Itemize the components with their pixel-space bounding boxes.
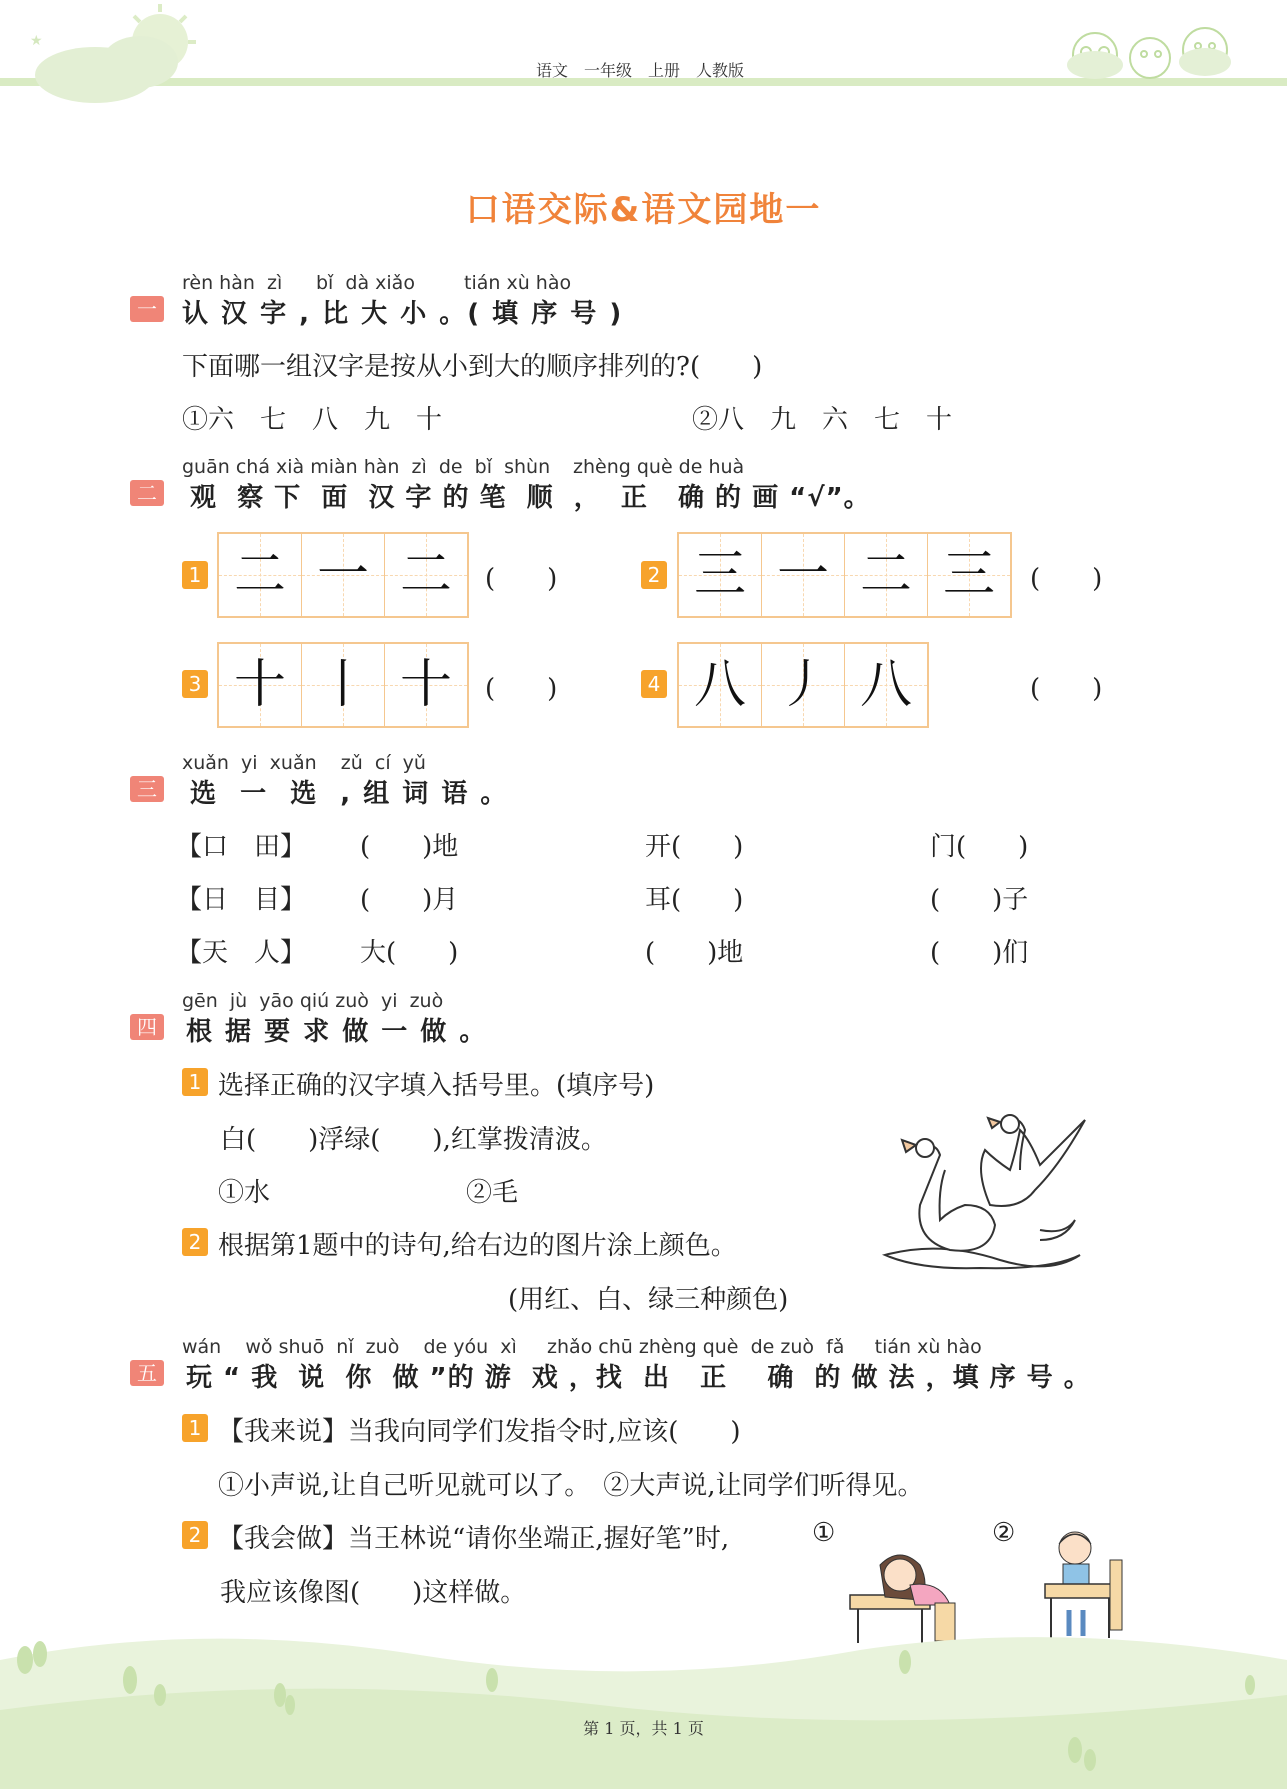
section-4-heading: 根 据 要 求 做 一 做 。 bbox=[186, 1017, 488, 1047]
stroke-item-2-number: 2 bbox=[641, 561, 667, 589]
s1-pinyin-3: tián xù hào bbox=[464, 272, 572, 294]
s1-pinyin-2: bǐ dà xiǎo bbox=[316, 272, 415, 294]
s3-row-1-group: 【口 田】 bbox=[176, 832, 307, 862]
grid-cell: 二 bbox=[845, 534, 928, 616]
grid-cell: 一 bbox=[762, 534, 845, 616]
grid-cell: 八 bbox=[679, 644, 762, 726]
s4-poem[interactable]: 白( )浮绿( ),红掌拨清波。 bbox=[220, 1125, 607, 1155]
answer-blank[interactable]: ( ) bbox=[1030, 674, 1103, 704]
section-5-heading: 玩 “ 我 说 你 做 ”的 游 戏 ，找 出 正 确 的 做 法 ，填 序 号 。 bbox=[186, 1363, 1091, 1393]
header-text: 语文 一年级 上册 人教版 bbox=[535, 61, 744, 80]
page-footer: 第 1 页，共 1 页 bbox=[583, 1719, 704, 1738]
section-4-badge: 四 bbox=[130, 1014, 164, 1040]
grid-cell: 十 bbox=[385, 644, 467, 726]
svg-text:★: ★ bbox=[30, 33, 43, 49]
grid-cell: 三 bbox=[928, 534, 1010, 616]
s4-q2-note: (用红、白、绿三种颜色) bbox=[508, 1285, 789, 1315]
s1-question: 下面哪一组汉字是按从小到大的顺序排列的?( ) bbox=[182, 352, 763, 382]
s5-q2-number: 2 bbox=[182, 1521, 208, 1549]
answer-blank[interactable]: ( ) bbox=[485, 564, 558, 594]
s3-row-3-blank-1[interactable]: 大( ) bbox=[360, 938, 459, 968]
section-5-badge: 五 bbox=[130, 1360, 164, 1386]
s1-option-1: ①六 七 八 九 十 bbox=[182, 405, 443, 435]
s4-q2-text: 根据第1题中的诗句,给右边的图片涂上颜色。 bbox=[218, 1231, 737, 1261]
grid-cell: 丨 bbox=[302, 644, 385, 726]
page-title: 口语交际&语文园地一 bbox=[465, 190, 822, 230]
section-1-heading: 认 汉 字 , 比 大 小 。( 填 序 号 ) bbox=[182, 299, 624, 329]
s4-option-2: ②毛 bbox=[466, 1178, 519, 1208]
s5-q2-text-2[interactable]: 我应该像图( )这样做。 bbox=[220, 1578, 527, 1608]
s3-row-3-blank-3[interactable]: ( )们 bbox=[930, 938, 1029, 968]
s3-row-2-blank-3[interactable]: ( )子 bbox=[930, 885, 1029, 915]
stroke-grid-4 bbox=[677, 642, 929, 728]
geese-illustration[interactable] bbox=[880, 1110, 1100, 1280]
answer-blank[interactable]: ( ) bbox=[1030, 564, 1103, 594]
s5-pinyin: wán wǒ shuō nǐ zuò de yóu xì zhǎo chū zhèng què de zuò fǎ tián xù hào bbox=[182, 1336, 982, 1358]
s4-option-1: ①水 bbox=[218, 1178, 271, 1208]
s4-q1-number: 1 bbox=[182, 1068, 208, 1096]
s2-pinyin-2: zhèng què de huà bbox=[573, 456, 745, 478]
s3-row-1-blank-2[interactable]: 开( ) bbox=[645, 832, 744, 862]
footer-landscape bbox=[0, 1600, 1287, 1789]
s4-pinyin: gēn jù yāo qiú zuò yi zuò bbox=[182, 990, 444, 1012]
section-3-badge: 三 bbox=[130, 776, 164, 802]
grid-cell: 八 bbox=[845, 644, 927, 726]
stroke-grid-2 bbox=[677, 532, 1012, 618]
answer-blank[interactable]: ( ) bbox=[485, 674, 558, 704]
s5-q1-options: ①小声说,让自己听见就可以了。 ②大声说,让同学们听得见。 bbox=[218, 1471, 924, 1501]
s3-row-2-group: 【日 目】 bbox=[176, 885, 307, 915]
s3-row-1-blank-3[interactable]: 门( ) bbox=[930, 832, 1029, 862]
s3-pinyin: xuǎn yi xuǎn zǔ cí yǔ bbox=[182, 752, 426, 774]
grid-cell: 二 bbox=[385, 534, 467, 616]
grid-cell: 一 bbox=[302, 534, 385, 616]
stroke-item-4-number: 4 bbox=[641, 670, 667, 698]
s5-q2-text: 【我会做】当王林说“请你坐端正,握好笔”时, bbox=[218, 1524, 730, 1554]
stroke-item-1-number: 1 bbox=[182, 561, 208, 589]
section-2-badge: 二 bbox=[130, 480, 164, 506]
section-2-heading: 观 察 下 面 汉 字 的 笔 顺 ， 正 确 的 画 “√”。 bbox=[190, 483, 871, 513]
header-decoration bbox=[0, 0, 1287, 110]
s5-q1-number: 1 bbox=[182, 1414, 208, 1442]
s3-row-3-blank-2[interactable]: ( )地 bbox=[645, 938, 744, 968]
s3-row-2-blank-1[interactable]: ( )月 bbox=[360, 885, 459, 915]
s1-pinyin-1: rèn hàn zì bbox=[182, 272, 283, 294]
stroke-grid-3 bbox=[217, 642, 469, 728]
s2-pinyin-1: guān chá xià miàn hàn zì de bǐ shùn bbox=[182, 456, 551, 478]
stroke-grid-1 bbox=[217, 532, 469, 618]
section-3-heading: 选 一 选 , 组 词 语 。 bbox=[190, 779, 509, 809]
grid-cell: 十 bbox=[219, 644, 302, 726]
grid-cell: 丿 bbox=[762, 644, 845, 726]
picture-1-label: ① bbox=[812, 1518, 836, 1548]
s3-row-2-blank-2[interactable]: 耳( ) bbox=[645, 885, 744, 915]
section-1-badge: 一 bbox=[130, 296, 164, 322]
s4-q2-number: 2 bbox=[182, 1228, 208, 1256]
grid-cell: 二 bbox=[219, 534, 302, 616]
s3-row-1-blank-1[interactable]: ( )地 bbox=[360, 832, 459, 862]
picture-2-label: ② bbox=[992, 1518, 1016, 1548]
s4-q1-text: 选择正确的汉字填入括号里。(填序号) bbox=[218, 1071, 655, 1101]
s1-option-2: ②八 九 六 七 十 bbox=[692, 405, 953, 435]
grid-cell: 三 bbox=[679, 534, 762, 616]
stroke-item-3-number: 3 bbox=[182, 670, 208, 698]
s5-q1-text: 【我来说】当我向同学们发指令时,应该( ) bbox=[218, 1417, 741, 1447]
s3-row-3-group: 【天 人】 bbox=[176, 938, 307, 968]
